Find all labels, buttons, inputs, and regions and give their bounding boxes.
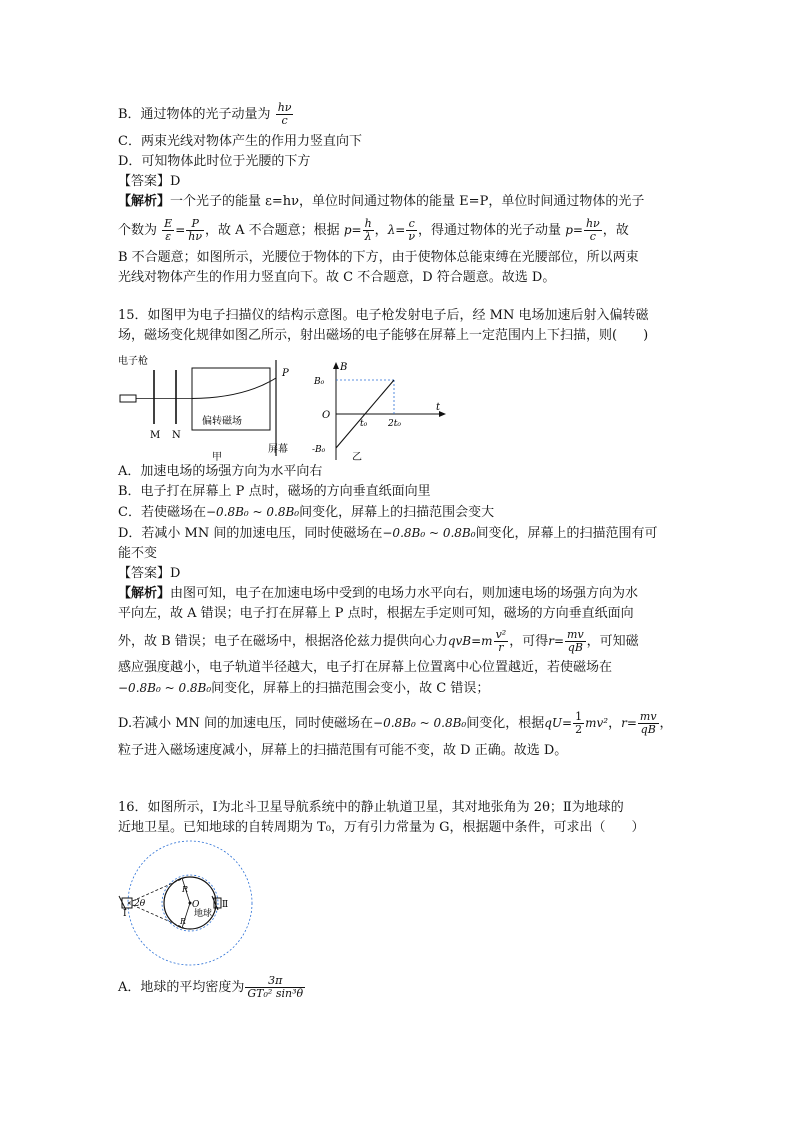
q15-stem-line1: 15．如图甲为电子扫描仪的结构示意图。电子枪发射电子后，经 MN 电场加速后射入偏转磁	[118, 308, 649, 323]
q15-option-a[interactable]: A．加速电场的场强方向为水平向右	[118, 464, 323, 479]
svg-text:R: R	[182, 885, 189, 894]
figure-b-t-graph	[312, 360, 452, 464]
question-16-block	[118, 798, 678, 838]
svg-text:t₀: t₀	[360, 419, 368, 429]
q14-explanation-line3: B 不合题意；如图所示，光腰位于物体的下方，由于使物体总能束缚在光腰部位，所以两束	[118, 250, 639, 265]
svg-text:P: P	[282, 368, 289, 379]
q14-option-d[interactable]: D．可知物体此时位于光腰的下方	[118, 154, 311, 169]
svg-text:O: O	[322, 410, 331, 421]
question-15-block	[118, 306, 678, 346]
q14-explanation-line2: 个数为 $\frac{E}{\varepsilon}$ = $\frac{P}{h\nu}$ ，故 A 不合题意；根据 p= $\frac{h}{\lambda}$ ，λ= $\frac{c}{\nu}$ ，得通过物体的光子动量 p= $\frac{h\nu}{c}$ ，故	[118, 217, 629, 243]
q16-stem-line1: 16．如图所示，Ⅰ为北斗卫星导航系统中的静止轨道卫星，其对地张角为 2θ；Ⅱ为地球的	[118, 800, 624, 815]
q15-option-b[interactable]: B．电子打在屏幕上 P 点时，磁场的方向垂直纸面向里	[118, 484, 431, 499]
q15-answer: 【答案】D	[118, 566, 181, 581]
svg-text:2t₀: 2t₀	[388, 419, 401, 429]
svg-text:乙: 乙	[352, 452, 362, 463]
q14-answer: 【答案】D	[118, 174, 181, 189]
q15-option-d-cont: 能不变	[118, 546, 158, 561]
electron-path	[192, 378, 276, 399]
q16-stem-line2: 近地卫星。已知地球的自转周期为 T₀，万有引力常量为 G，根据题中条件，可求出（ ）	[118, 820, 645, 835]
svg-text:N: N	[172, 430, 181, 441]
q14-option-c[interactable]: C．两束光线对物体产生的作用力竖直向下	[118, 134, 362, 149]
q15-exp-line7: 粒子进入磁场速度减小，屏幕上的扫描范围有可能不变，故 D 正确。故选 D。	[118, 743, 568, 758]
svg-text:O: O	[192, 900, 200, 910]
svg-text:R: R	[180, 917, 187, 926]
svg-text:甲: 甲	[212, 452, 222, 463]
q15-exp-line1: 【解析】由图可知，电子在加速电场中受到的电场力水平向右，则加速电场的场强方向为水	[118, 586, 639, 601]
q15-exp-line3: 外，故 B 错误；电子在磁场中，根据洛伦兹力提供向心力qvB=m $\frac{\text{v²}}{r}$ ，可得r= $\frac{mv}{qB}$ ，可知磁	[118, 628, 639, 654]
svg-text:屏幕: 屏幕	[268, 444, 288, 455]
svg-text:2θ: 2θ	[134, 899, 146, 909]
svg-text:t: t	[436, 402, 441, 413]
q15-stem-line2: 场，磁场变化规律如图乙所示，射出磁场的电子能够在屏幕上一定范围内上下扫描，则( )	[118, 328, 649, 343]
electron-gun-icon	[120, 395, 136, 402]
q15-exp-line2: 平向左，故 A 错误；电子打在屏幕上 P 点时，根据左手定则可知，磁场的方向垂直纸面向	[118, 606, 634, 621]
q15-option-d[interactable]: D．若减小 MN 间的加速电压，同时使磁场在−0.8B₀ ~ 0.8B₀间变化，屏幕上的扫描范围有可	[118, 526, 658, 541]
figure-satellite-orbits	[114, 840, 264, 966]
q15-option-c[interactable]: C．若使磁场在−0.8B₀ ~ 0.8B₀间变化，屏幕上的扫描范围会变大	[118, 505, 495, 520]
q14-explanation-line4: 光线对物体产生的作用力竖直向下。故 C 不合题意，D 符合题意。故选 D。	[118, 270, 556, 285]
q16-option-a[interactable]: A．地球的平均密度为 $\frac{3\pi}{\text{GT₀² sin³θ}}$	[118, 974, 304, 1000]
svg-text:Ⅱ: Ⅱ	[222, 900, 229, 910]
satellite-i-icon	[119, 896, 132, 910]
svg-text:地球: 地球	[194, 909, 213, 919]
label-electron-gun: 电子枪	[118, 356, 148, 367]
svg-text:B₀: B₀	[314, 377, 325, 387]
svg-text:Ⅰ: Ⅰ	[123, 909, 127, 919]
q15-exp-line4: 感应强度越小，电子轨道半径越大，电子打在屏幕上位置离中心位置越近，若使磁场在	[118, 660, 613, 675]
question-14-block	[118, 98, 678, 288]
q15-exp-line5: −0.8B₀ ~ 0.8B₀间变化，屏幕上的扫描范围会变小，故 C 错误；	[118, 681, 490, 696]
svg-text:偏转磁场: 偏转磁场	[202, 416, 242, 427]
formula-hv-over-c: $\frac{h\nu}{c}$	[277, 101, 292, 127]
question-15-options	[118, 462, 678, 761]
svg-text:-B₀: -B₀	[312, 445, 326, 455]
q14-option-b[interactable]: B．通过物体的光子动量为 $\frac{h\nu}{c}$	[118, 101, 292, 127]
q16-options	[118, 970, 678, 1006]
q15-exp-line6: D.若减小 MN 间的加速电压，同时使磁场在−0.8B₀ ~ 0.8B₀间变化，根据qU= $\frac{1}{2}$ mv²，r= $\frac{mv}{qB}$ ，	[118, 710, 673, 736]
q14-explanation-line1: 【解析】一个光子的能量 ε=hν，单位时间通过物体的能量 E=P，单位时间通过物体的光子	[118, 194, 645, 209]
svg-text:M: M	[150, 430, 161, 441]
svg-text:B: B	[340, 362, 348, 373]
figure-scanner-structure	[116, 352, 306, 464]
